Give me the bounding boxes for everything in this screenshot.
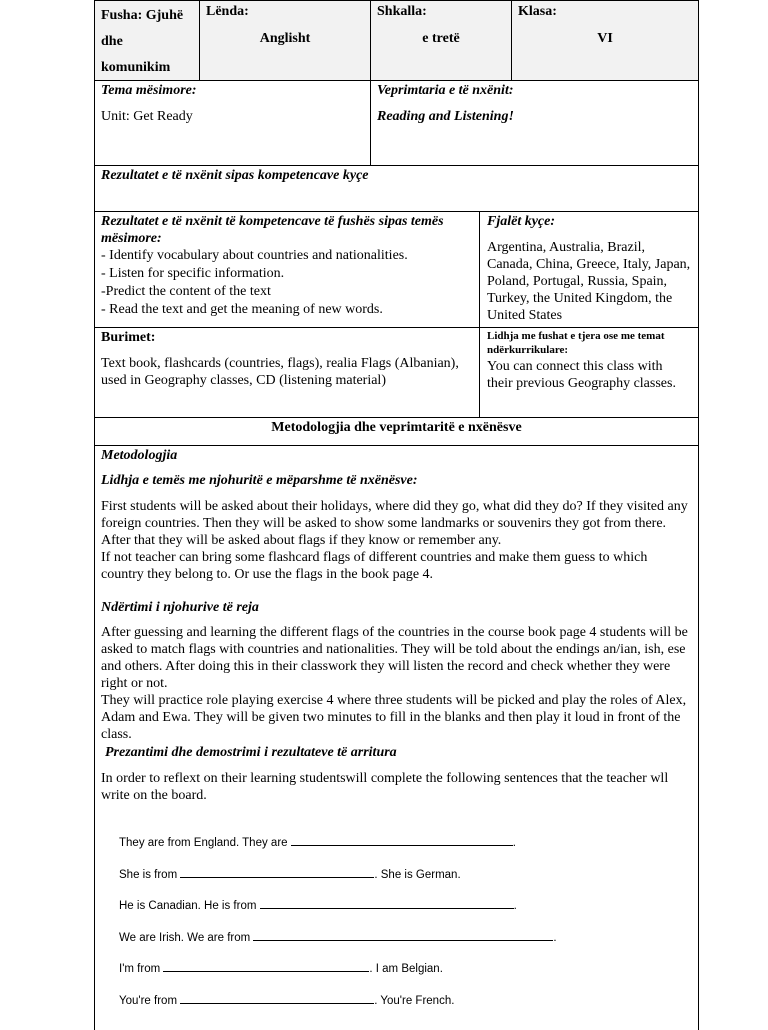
exercise-sentence: He is Canadian. He is from .: [119, 897, 517, 915]
tema-cell: [95, 81, 370, 165]
blank-line: [180, 866, 374, 878]
exercise-sentence: You're from . You're French.: [119, 992, 454, 1010]
keywords-value: Argentina, Australia, Brazil, Canada, China, Greece, Italy, Japan, Poland, Portugal, Russia, Spain, Turkey, the United Kingdom, the United States: [487, 240, 691, 323]
fusha-label: Fusha: Gjuhë dhe komunikim: [101, 8, 184, 75]
blank-line: [291, 834, 513, 846]
presentation-heading: Prezantimi dhe demostrimi i rezultateve të arritura: [105, 745, 397, 760]
key-competences-label: Rezultatet e të nxënit sipas kompetencave kyçe: [101, 168, 369, 183]
links-cell: [479, 328, 698, 417]
links-label: Lidhja me fushat e tjera ose me temat ndërkurrikulare:: [487, 330, 665, 356]
exercise-sentence: She is from . She is German.: [119, 866, 461, 884]
methodology-section-title: Metodologjia dhe veprimtaritë e nxënësve: [271, 420, 522, 435]
outcomes-label: Rezultatet e të nxënit të kompetencave të fushës sipas temës mësimore:: [101, 214, 444, 246]
blank-line: [180, 992, 374, 1004]
exercise-sentence: I'm from . I am Belgian.: [119, 960, 443, 978]
outcome-item: - Listen for specific information.: [101, 266, 285, 281]
shkalla-value: e tretë: [422, 31, 460, 46]
new-knowledge-heading: Ndërtimi i njohurive të reja: [101, 600, 259, 615]
presentation-paragraph: In order to reflext on their learning studentswill complete the following sentences that the teacher wll write on the board.: [101, 771, 669, 803]
lenda-label: Lënda:: [206, 4, 249, 19]
shkalla-cell: [370, 1, 511, 80]
blank-line: [163, 960, 369, 972]
new-knowledge-paragraph: After guessing and learning the different flags of the countries in the course book page 4 students will be asked to match flags with countries and nationalities. They will be told about the endings an/ian, ish, ese and others. After doing this in their classwork they will listen the record and check whether they were right or not.: [101, 625, 688, 691]
resources-value: Text book, flashcards (countries, flags), realia Flags (Albanian), used in Geography classes, CD (listening material): [101, 356, 459, 388]
blank-line: [260, 897, 514, 909]
header-row: [95, 0, 698, 81]
fusha-cell: [95, 1, 199, 80]
veprimtaria-cell: [370, 81, 698, 165]
resources-label: Burimet:: [101, 330, 156, 345]
methodology-heading: Metodologjia: [101, 448, 178, 463]
outcome-item: - Read the text and get the meaning of new words.: [101, 302, 383, 317]
outcomes-cell: [95, 212, 479, 327]
exercise-sentence: We are Irish. We are from .: [119, 929, 557, 947]
resources-cell: [95, 328, 479, 417]
klasa-value: VI: [597, 31, 613, 46]
veprimtaria-value: Reading and Listening!: [377, 109, 514, 124]
new-knowledge-paragraph-2: They will practice role playing exercise 4 where three students will be picked and play the roles of Alex, Adam and Ewa. They will be given two minutes to fill in the blanks and then play it loud in front of the class.: [101, 693, 687, 742]
tema-label: Tema mësimore:: [101, 83, 197, 98]
keywords-label: Fjalët kyçe:: [487, 214, 556, 229]
outcomes-row: [95, 212, 698, 328]
exercise-sentence: They are from England. They are .: [119, 834, 516, 852]
klasa-label: Klasa:: [518, 4, 557, 19]
theme-row: [95, 81, 698, 166]
lesson-plan-document: [94, 0, 699, 1030]
klasa-cell: [511, 1, 698, 80]
key-competences-row: [95, 166, 698, 212]
resources-row: [95, 328, 698, 418]
keywords-cell: [479, 212, 698, 327]
veprimtaria-label: Veprimtaria e të nxënit:: [377, 83, 514, 98]
methodology-body: [95, 446, 698, 805]
links-value: You can connect this class with their previous Geography classes.: [487, 359, 676, 391]
outcome-item: - Identify vocabulary about countries and nationalities.: [101, 248, 408, 263]
blank-line: [253, 929, 553, 941]
prior-knowledge-heading: Lidhja e temës me njohuritë e mëparshme të nxënësve:: [101, 473, 418, 488]
lenda-value: Anglisht: [259, 31, 311, 46]
prior-knowledge-paragraph-2: If not teacher can bring some flashcard flags of different countries and make them guess to which country they belong to. Or use the flags in the book page 4.: [101, 550, 648, 582]
shkalla-label: Shkalla:: [377, 4, 427, 19]
prior-knowledge-paragraph: First students will be asked about their holidays, where did they go, what did they do? If they visited any foreign countries. Then they will be asked to show some landmarks or souvenirs they got from there. After that they will be asked about flags if they know or remember any.: [101, 499, 688, 548]
tema-value: Unit: Get Ready: [101, 109, 193, 124]
lenda-cell: [199, 1, 370, 80]
outcome-item: -Predict the content of the text: [101, 284, 271, 299]
methodology-title-row: [95, 418, 698, 446]
